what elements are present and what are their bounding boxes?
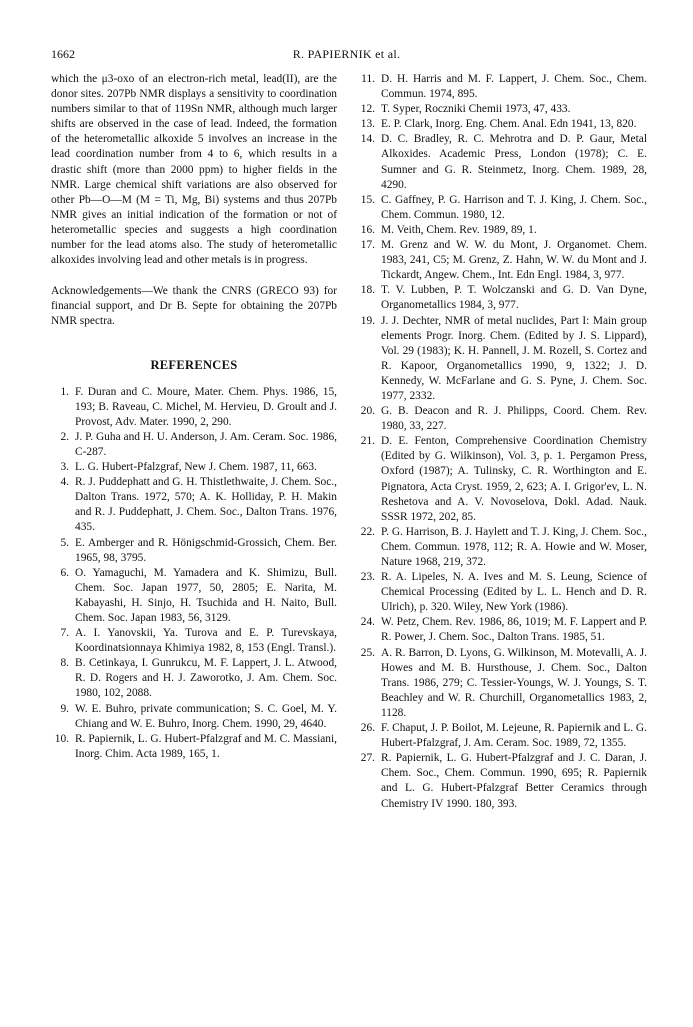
reference-text: J. P. Guha and H. U. Anderson, J. Am. Ceram. Soc. 1986, C-287. [75,430,337,458]
reference-number: 14. [360,133,375,146]
reference-text: E. P. Clark, Inorg. Eng. Chem. Anal. Edn 1941, 13, 820. [381,118,637,131]
reference-number: 1. [60,385,69,398]
reference-number: 3. [60,461,69,474]
reference-number: 20. [360,405,375,418]
reference-text: F. Chaput, J. P. Boilot, M. Lejeune, R. Papiernik and L. G. Hubert-Pfalzgraf, J. Am. Ceram. Soc. 1989, 72, 1355. [381,722,647,750]
reference-number: 23. [360,571,375,584]
reference-list-left [51,385,337,762]
reference-number: 25. [360,646,375,659]
reference-number: 10. [54,732,69,745]
page-number: 1662 [51,47,75,61]
reference-item [357,238,647,283]
reference-text: D. E. Fenton, Comprehensive Coordination Chemistry (Edited by G. Wilkinson), Vol. 3, p. 1. Pergamon Press, Oxford (1987); A. Tulinsky, C. R. Worthington and E. Pignatora, Acta Cryst. 1959, 2, 623; A. I. Grigor'ev, L. N. Reshetova and A. V. Novoselova, Dokl. Adad. Nauk. SSSR 1972, 202, 85. [381,435,647,523]
reference-item [357,751,647,811]
reference-number: 4. [60,476,69,489]
reference-item [357,102,647,117]
reference-text: R. J. Puddephatt and G. H. Thistlethwaite, J. Chem. Soc., Dalton Trans. 1972, 570; A. K. Holliday, P. H. Makin and R. J. Puddephatt, J. Chem. Soc., Dalton Trans. 1976, 435. [75,476,337,534]
reference-number: 5. [60,536,69,549]
reference-number: 19. [360,314,375,327]
reference-text: T. Syper, Roczniki Chemii 1973, 47, 433. [381,103,571,116]
reference-text: F. Duran and C. Moure, Mater. Chem. Phys. 1986, 15, 193; B. Raveau, C. Michel, M. Hervieu, D. Groult and J. Provost, Adv. Mater. 1990, 2, 290. [75,385,337,428]
reference-number: 7. [60,627,69,640]
reference-text: T. V. Lubben, P. T. Wolczanski and G. D. Van Dyne, Organometallics 1984, 3, 977. [381,284,647,312]
reference-number: 22. [360,525,375,538]
reference-list-right [357,72,647,812]
body-paragraph: which the μ3-oxo of an electron-rich metal, lead(II), are the donor sites. 207Pb NMR displays a sensitivity to coordination numbers similar to that of 119Sn NMR, although much larger shifts are observed in the case of lead. Indeed, the formation of the heterometallic alkoxide 5 involves an increase in the lead coordination number from 4 to 6, which results in a drastic shift (more than 2000 ppm) to higher fields in the NMR. Large chemical shift variations are also observed for other Pb—O—M (M = Ti, Mg, Bi) systems and thus 207Pb NMR gives an initial indication of the formation or not of heterometallic species and suggests a high coordination number for the lead atoms also. The study of heterometallic alkoxides involving lead and other metals is in progress. [51,73,337,267]
reference-text: A. R. Barron, D. Lyons, G. Wilkinson, M. Motevalli, A. J. Howes and M. B. Hursthouse, J. Chem. Soc., Dalton Trans. 1986, 279; C. Tessier-Youngs, W. J. Youngs, S. T. Beachley and W. R. Churchill, Organometallics 1983, 2, 1128. [381,646,647,719]
reference-number: 16. [360,223,375,236]
reference-text: W. E. Buhro, private communication; S. C. Goel, M. Y. Chiang and W. E. Buhro, Inorg. Chem. 1990, 29, 4640. [75,702,337,730]
reference-item [357,223,647,238]
reference-item [357,570,647,615]
right-column [357,72,647,812]
reference-text: D. C. Bradley, R. C. Mehrotra and D. P. Gaur, Metal Alkoxides. Academic Press, London (1978); C. E. Sumner and G. R. Steinmetz, Inorg. Chem. 1989, 28, 4290. [381,133,647,191]
reference-text: R. Papiernik, L. G. Hubert-Pfalzgraf and J. C. Daran, J. Chem. Soc., Chem. Commun. 1990, 695; R. Papiernik and L. G. Hubert-Pfalzgraf Better Ceramics through Chemistry IV 1990. 180, 393. [381,752,647,810]
reference-text: J. J. Dechter, NMR of metal nuclides, Part I: Main group elements Progr. Inorg. Chem. (Edited by J. S. Lippard), Vol. 29 (1983); K. H. Pannell, J. M. Rozell, S. Cortez and R. Kapoor, Organometallics 1990, 9, 1322; J. D. Kennedy, W. McFarlane and G. S. Pyne, J. Chem. Soc. 1977, 2332. [381,314,647,402]
reference-text: P. G. Harrison, B. J. Haylett and T. J. King, J. Chem. Soc., Chem. Commun. 1978, 112; R. A. Howie and W. Moser, Nature 1968, 219, 372. [381,525,647,568]
running-head: R. PAPIERNIK et al. [292,47,401,61]
reference-item [51,732,337,762]
reference-item [51,656,337,701]
reference-item [357,132,647,192]
reference-text: G. B. Deacon and R. J. Philipps, Coord. Chem. Rev. 1980, 33, 227. [381,405,647,433]
reference-number: 2. [60,430,69,443]
reference-item [51,460,337,475]
reference-number: 11. [361,73,375,85]
reference-number: 27. [360,752,375,765]
reference-text: M. Veith, Chem. Rev. 1989, 89, 1. [381,223,537,236]
reference-text: L. G. Hubert-Pfalzgraf, New J. Chem. 1987, 11, 663. [75,461,317,474]
reference-item [357,193,647,223]
reference-number: 24. [360,616,375,629]
reference-item [357,434,647,525]
references-heading: REFERENCES [150,357,238,372]
reference-item [357,615,647,645]
reference-text: R. Papiernik, L. G. Hubert-Pfalzgraf and M. C. Massiani, Inorg. Chim. Acta 1989, 165, 1. [75,732,337,760]
reference-text: O. Yamaguchi, M. Yamadera and K. Shimizu, Bull. Chem. Soc. Japan 1977, 50, 2805; E. Narita, M. Kabayashi, H. Sinjo, H. Tsuchida and H. Naito, Bull. Chem. Soc. Japan 1983, 56, 3129. [75,566,337,624]
reference-item [357,314,647,405]
reference-item [357,283,647,313]
reference-text: E. Amberger and R. Hönigschmid-Grossich, Chem. Ber. 1965, 98, 3795. [75,536,337,564]
reference-number: 9. [60,702,69,715]
reference-item [357,72,647,102]
reference-item [51,566,337,626]
reference-item [51,475,337,535]
reference-text: W. Petz, Chem. Rev. 1986, 86, 1019; M. F. Lappert and P. R. Power, J. Chem. Soc., Dalton Trans. 1985, 51. [381,616,647,644]
reference-number: 17. [360,239,375,252]
reference-item [51,385,337,430]
reference-item [357,525,647,570]
reference-number: 6. [60,566,69,579]
reference-number: 26. [360,722,375,735]
reference-number: 18. [360,284,375,297]
reference-item [51,702,337,732]
reference-text: M. Grenz and W. W. du Mont, J. Organomet. Chem. 1983, 241, C5; M. Grenz, Z. Hahn, W. W. du Mont and J. Tickardt, Angew. Chem., Int. Edn Engl. 1984, 3, 977. [381,239,647,282]
reference-text: C. Gaffney, P. G. Harrison and T. J. King, J. Chem. Soc., Chem. Commun. 1980, 12. [381,193,647,221]
left-column [51,72,337,762]
reference-item [51,536,337,566]
reference-text: A. I. Yanovskii, Ya. Turova and E. P. Turevskaya, Koordinatsionnaya Khimiya 1982, 8, 153 (Engl. Transl.). [75,627,337,655]
reference-item [357,646,647,721]
reference-number: 21. [360,435,375,448]
reference-text: D. H. Harris and M. F. Lappert, J. Chem. Soc., Chem. Commun. 1974, 895. [381,73,647,101]
reference-item [357,117,647,132]
reference-number: 12. [360,103,375,116]
reference-number: 13. [360,118,375,131]
reference-text: B. Cetinkaya, I. Gunrukcu, M. F. Lappert, J. L. Atwood, R. D. Rogers and H. J. Zaworotko, J. Am. Chem. Soc. 1980, 102, 2088. [75,657,337,700]
reference-item [357,404,647,434]
reference-item [51,626,337,656]
reference-number: 8. [60,657,69,670]
acknowledgements: Acknowledgements—We thank the CNRS (GRECO 93) for financial support, and Dr B. Septe for obtaining the 207Pb NMR spectra. [51,285,337,328]
reference-text: R. A. Lipeles, N. A. Ives and M. S. Leung, Science of Chemical Processing (Edited by L. L. Hench and D. R. Ulrich), p. 320. Wiley, New York (1986). [381,571,647,614]
reference-number: 15. [360,193,375,206]
reference-item [357,721,647,751]
reference-item [51,430,337,460]
